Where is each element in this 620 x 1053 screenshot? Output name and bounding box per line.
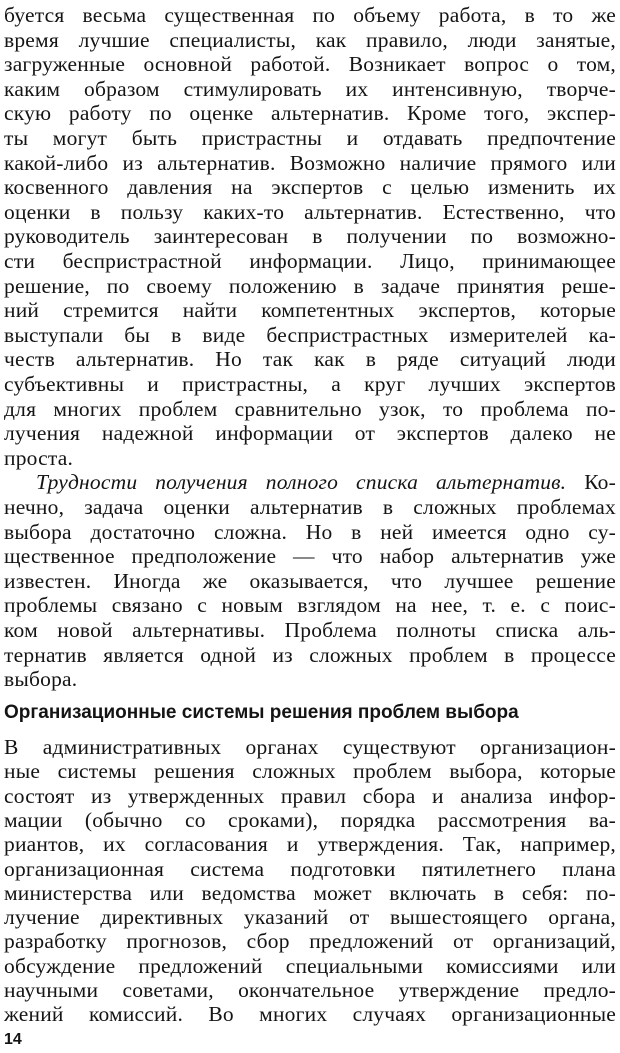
text-line: оценки в пользу каких-то альтернатив. Естественно, что — [4, 199, 616, 224]
text-line: проблемы связано с новым взглядом на нее, т. е. с поис- — [4, 593, 616, 618]
text-line: решение, по своему положению в задаче принятия реше- — [4, 273, 616, 298]
text-line: министерства или ведомства может включать в себя: по- — [4, 880, 616, 905]
text-line: загруженные основной работой. Возникает вопрос о том, — [4, 52, 616, 77]
text-line: ные системы решения сложных проблем выбора, которые — [4, 759, 616, 784]
text-run: Ко- — [566, 470, 616, 495]
text-line: косвенного давления на экспертов с целью изменить их — [4, 175, 616, 200]
text-line: организационная система подготовки пятилетнего плана — [4, 856, 616, 881]
text-line: жений комиссий. Во многих случаях организационные — [4, 1002, 616, 1027]
text-line: известен. Иногда же оказывается, что лучшее решение — [4, 568, 616, 593]
text-line: выбора. — [4, 667, 78, 692]
text-line: честв альтернатив. Но так как в ряде ситуаций люди — [4, 347, 616, 372]
text-line: время лучшие специалисты, как правило, люди занятые, — [4, 27, 616, 52]
text-line: риантов, их согласования и утверждения. Так, например, — [4, 832, 616, 857]
text-line: лучение директивных указаний от вышестоящего органа, — [4, 905, 616, 930]
text-line: обсуждение предложений специальными комиссиями или — [4, 953, 616, 978]
text-line: щественное предположение — что набор альтернатив уже — [4, 544, 616, 569]
text-line: лучения надежной информации от экспертов далеко не — [4, 421, 616, 446]
text-line: субъективны и пристрастны, а круг лучших экспертов — [4, 372, 616, 396]
text-line: тернатив является одной из сложных проблем в процессе — [4, 642, 616, 667]
section-heading: Организационные системы решения проблем выбора — [4, 702, 519, 723]
text-line — [36, 469, 616, 495]
page-number: 14 — [4, 1031, 22, 1048]
text-line: руководитель заинтересован в получении по возможно- — [4, 224, 616, 249]
text-line: состоят из утвержденных правил сбора и анализа инфор- — [4, 783, 616, 808]
text-line: В административных органах существуют организацион- — [4, 735, 616, 759]
text-line: выступали бы в виде беспристрастных измерителей ка- — [4, 322, 616, 347]
text-line: для многих проблем сравнительно узок, то проблема по- — [4, 396, 616, 421]
text-line: разработку прогнозов, сбор предложений от организаций, — [4, 929, 616, 954]
text-line: буется весьма существенная по объему работа, в то же — [4, 3, 616, 27]
text-line: сти беспристрастной информации. Лицо, принимающее — [4, 249, 616, 273]
text-line: ний стремится найти компетентных экспертов, которые — [4, 298, 616, 323]
text-line: ты могут быть пристрастны и отдавать предпочтение — [4, 126, 616, 150]
text-line: нечно, задача оценки альтернатив в сложных проблемах — [4, 495, 616, 519]
text-line: скую работу по оценке альтернатив. Кроме того, экспер- — [4, 101, 616, 126]
text-line: какой-либо из альтернатив. Возможно наличие прямого или — [4, 150, 616, 175]
text-line: ком новой альтернативы. Проблема полноты списка аль- — [4, 618, 616, 642]
text-line: выбора достаточно сложна. Но в ней имеется одно су- — [4, 519, 616, 544]
text-line: мации (обычно со сроками), порядка рассмотрения ва- — [4, 807, 616, 832]
text-line: каким образом стимулировать их интенсивную, творче- — [4, 76, 616, 101]
text-line: проста. — [4, 445, 74, 470]
text-line: научными советами, окончательное утверждение предло- — [4, 978, 616, 1002]
italic-run-in-heading: Трудности получения полного списка альтернатив. — [36, 470, 567, 495]
